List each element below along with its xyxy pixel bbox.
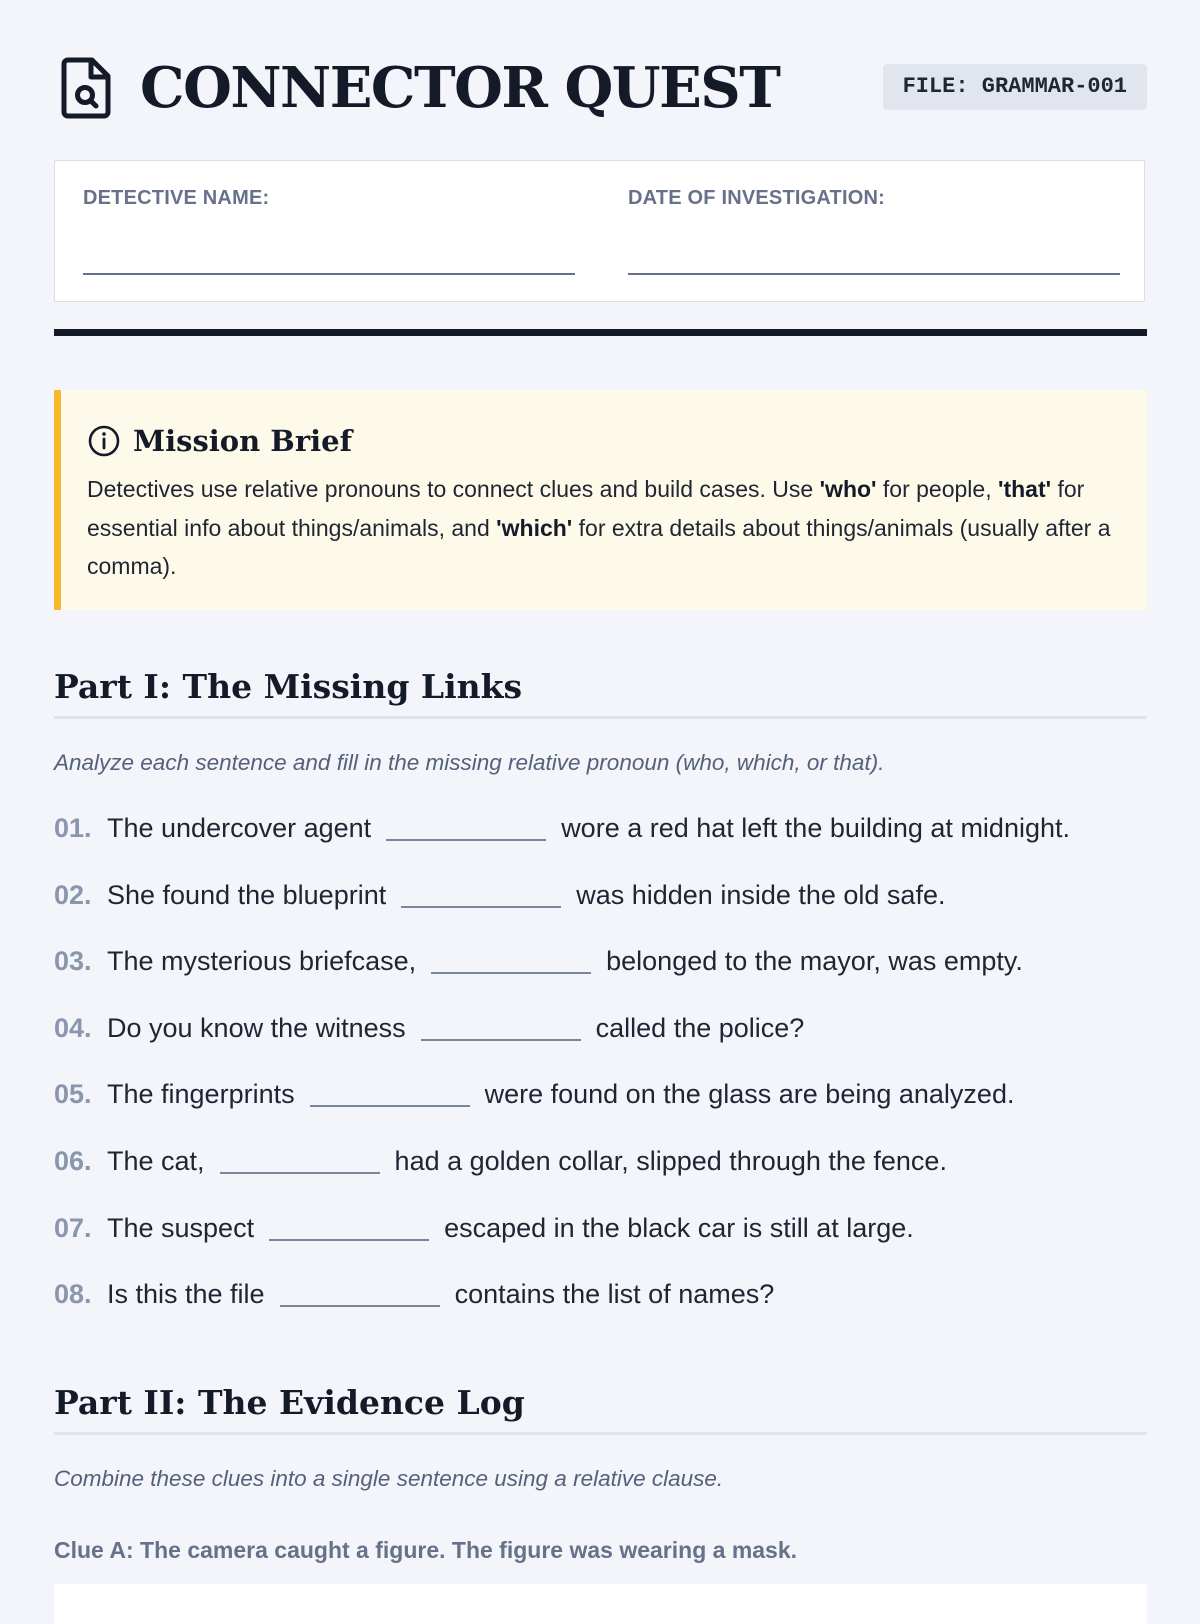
worksheet-page <box>54 0 1147 1563</box>
answer-blank[interactable] <box>401 906 561 908</box>
question-item <box>54 1208 1147 1275</box>
question-text-before: The fingerprints <box>107 1079 295 1110</box>
question-text-after: were found on the glass are being analyzed. <box>484 1079 1015 1110</box>
divider <box>54 329 1147 336</box>
detective-name-field <box>83 187 575 210</box>
question-text-after: escaped in the black car is still at large. <box>444 1212 914 1243</box>
date-field <box>628 187 1120 210</box>
brief-text-segment: Detectives use relative pronouns to connect clues and build cases. Use <box>87 476 820 502</box>
question-list <box>54 808 1147 1341</box>
page-title: CONNECTOR QUEST <box>140 55 780 121</box>
question-text-after: called the police? <box>595 1012 805 1043</box>
question-number: 07. <box>54 1212 92 1243</box>
question-text-before: Is this the file <box>107 1279 265 1310</box>
question-text-after: was hidden inside the old safe. <box>576 879 946 910</box>
brief-text-segment: for extra details about things/animals (usually after a comma). <box>87 514 1111 579</box>
question-number: 06. <box>54 1145 92 1176</box>
answer-blank[interactable] <box>386 839 546 841</box>
question-text-before: She found the blueprint <box>107 879 387 910</box>
question-number: 01. <box>54 813 92 843</box>
question-text-before: The undercover agent <box>107 813 372 843</box>
answer-blank[interactable] <box>280 1305 440 1307</box>
question-text-after: had a golden collar, slipped through the fence. <box>394 1145 947 1176</box>
question-item <box>54 808 1147 875</box>
brief-text-segment: for people, <box>876 476 998 502</box>
question-text-before: The mysterious briefcase, <box>107 946 417 977</box>
question-text-before: The suspect <box>107 1212 255 1243</box>
question-text-before: Do you know the witness <box>107 1012 406 1043</box>
mission-brief-box <box>54 390 1147 610</box>
question-number: 03. <box>54 946 92 977</box>
part1-instructions: Analyze each sentence and fill in the missing relative pronoun (who, which, or that). <box>54 750 885 775</box>
clue-a: Clue A: The camera caught a figure. The figure was wearing a mask. <box>54 1537 798 1563</box>
detective-name-label: DETECTIVE NAME: <box>83 187 270 209</box>
part1-header <box>54 664 1147 719</box>
question-item <box>54 1074 1147 1141</box>
answer-blank[interactable] <box>421 1039 581 1041</box>
question-number: 02. <box>54 879 92 910</box>
part2-instructions: Combine these clues into a single sentence using a relative clause. <box>54 1466 724 1491</box>
part1-title: Part I: The Missing Links <box>54 667 523 706</box>
question-number: 08. <box>54 1279 92 1310</box>
keyword-who: 'who' <box>819 476 877 502</box>
keyword-that: 'that' <box>997 476 1052 502</box>
question-number: 05. <box>54 1079 92 1110</box>
answer-blank[interactable] <box>431 972 591 974</box>
part2-header <box>54 1380 1147 1435</box>
question-item <box>54 875 1147 942</box>
question-item <box>54 941 1147 1008</box>
detective-info-box <box>54 160 1145 302</box>
file-tag-badge: FILE: GRAMMAR-001 <box>883 64 1147 110</box>
question-text-after: contains the list of names? <box>454 1279 775 1310</box>
question-item <box>54 1008 1147 1075</box>
question-item <box>54 1141 1147 1208</box>
question-text-after: wore a red hat left the building at midnight. <box>561 813 1070 843</box>
question-text-after: belonged to the mayor, was empty. <box>606 946 1023 977</box>
detective-name-input-line[interactable] <box>83 273 575 275</box>
answer-blank[interactable] <box>220 1172 380 1174</box>
answer-blank[interactable] <box>310 1105 470 1107</box>
brief-text-segment: for essential info about things/animals, and <box>87 476 1085 541</box>
info-circle-icon <box>87 424 121 458</box>
mission-brief-title: Mission Brief <box>133 424 353 458</box>
keyword-which: 'which' <box>496 514 573 541</box>
mission-brief-text <box>87 470 1127 586</box>
clue-a-answer-box[interactable] <box>54 1584 1147 1624</box>
part2-title: Part II: The Evidence Log <box>54 1383 525 1422</box>
date-input-line[interactable] <box>628 273 1120 275</box>
document-search-icon <box>60 56 114 120</box>
question-text-before: The cat, <box>107 1145 205 1176</box>
answer-blank[interactable] <box>269 1239 429 1241</box>
header <box>54 0 1147 158</box>
question-number: 04. <box>54 1012 92 1043</box>
question-item <box>54 1274 1147 1341</box>
date-label: DATE OF INVESTIGATION: <box>628 187 885 209</box>
